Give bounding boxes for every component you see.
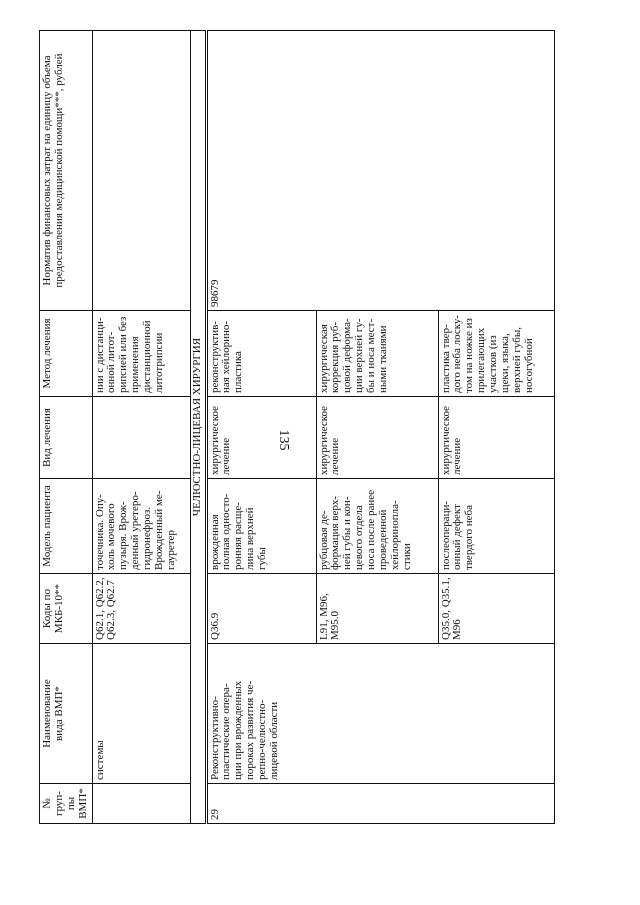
cont-method-cell: нии с дистанци- онной литот- рипсией или без применения дистанционной литотрипсии bbox=[92, 311, 190, 397]
header-icd-codes: Коды по МКБ-10** bbox=[40, 574, 93, 644]
group-cost-cell: 98679 bbox=[206, 31, 554, 311]
page-number: 135 bbox=[276, 429, 291, 451]
header-treatment-type: Вид лечения bbox=[40, 397, 93, 479]
header-group-no: № груп- пы ВМП* bbox=[40, 784, 93, 824]
header-cost-norm: Норматив финансовых затрат на единицу объема предоставления медицинской помощи***, рублей bbox=[40, 31, 93, 311]
row1-type-cell: хирургическое лечение bbox=[206, 397, 316, 479]
row2-model-cell: рубцовая де- формация верх- ней губы и кон- цевого отдела носа после ранее проведенной хейлоринопла- стики bbox=[316, 479, 438, 574]
group-number-cell: 29 bbox=[206, 784, 554, 824]
cont-name-cell: системы bbox=[92, 644, 190, 784]
row3-model-cell: послеопераци- онный дефект твердого неба bbox=[438, 479, 554, 574]
row3-codes-cell: Q35.0, Q35.1, M96 bbox=[438, 574, 554, 644]
rotated-table-container bbox=[39, 31, 550, 824]
row3-type-cell: хирургическое лечение bbox=[438, 397, 554, 479]
row2-codes-cell: L91, M96, M95.0 bbox=[316, 574, 438, 644]
group-name-cell: Реконструктивно- пластические опера- ции при врожденных пороках развития че- репно-челюстно- лицевой области bbox=[206, 644, 554, 784]
cont-codes-cell: Q62.1, Q62.2, Q62.3, Q62.7 bbox=[92, 574, 190, 644]
header-treatment-method: Метод лечения bbox=[40, 311, 93, 397]
row2-method-cell: хирургическая коррекция руб- цовой деформа- ции верхней гу- бы и носа мест- ными тканями bbox=[316, 311, 438, 397]
cont-model-cell: точечника. Опу- холь мочевого пузыря. Врож- денный уретеро- гидронефроз. Врожденный ме- гауретер bbox=[92, 479, 190, 574]
row1-model-cell: врожденная полная односто- ронняя расще- лина верхней губы bbox=[206, 479, 316, 574]
continuation-row bbox=[92, 31, 190, 824]
section-title: ЧЕЛЮСТНО-ЛИЦЕВАЯ ХИРУРГИЯ bbox=[190, 31, 206, 824]
section-row bbox=[190, 31, 206, 824]
cont-group-cell bbox=[92, 784, 190, 824]
row2-type-cell: хирургическое лечение bbox=[316, 397, 438, 479]
row1-codes-cell: Q36.9 bbox=[206, 574, 316, 644]
row1-method-cell: реконструктив- ная хейлорино- пластика bbox=[206, 311, 316, 397]
group-29-row-1 bbox=[206, 31, 316, 824]
row3-method-cell: пластика твер- дого неба лоску- том на ножке из прилегающих участков (из щеки, языка, верхней губы, носогубной bbox=[438, 311, 554, 397]
header-patient-model: Модель пациента bbox=[40, 479, 93, 574]
vmp-table bbox=[39, 30, 555, 824]
cont-type-cell bbox=[92, 397, 190, 479]
cont-cost-cell bbox=[92, 31, 190, 311]
header-row bbox=[40, 31, 93, 824]
header-name: Наименование вида ВМП* bbox=[40, 644, 93, 784]
